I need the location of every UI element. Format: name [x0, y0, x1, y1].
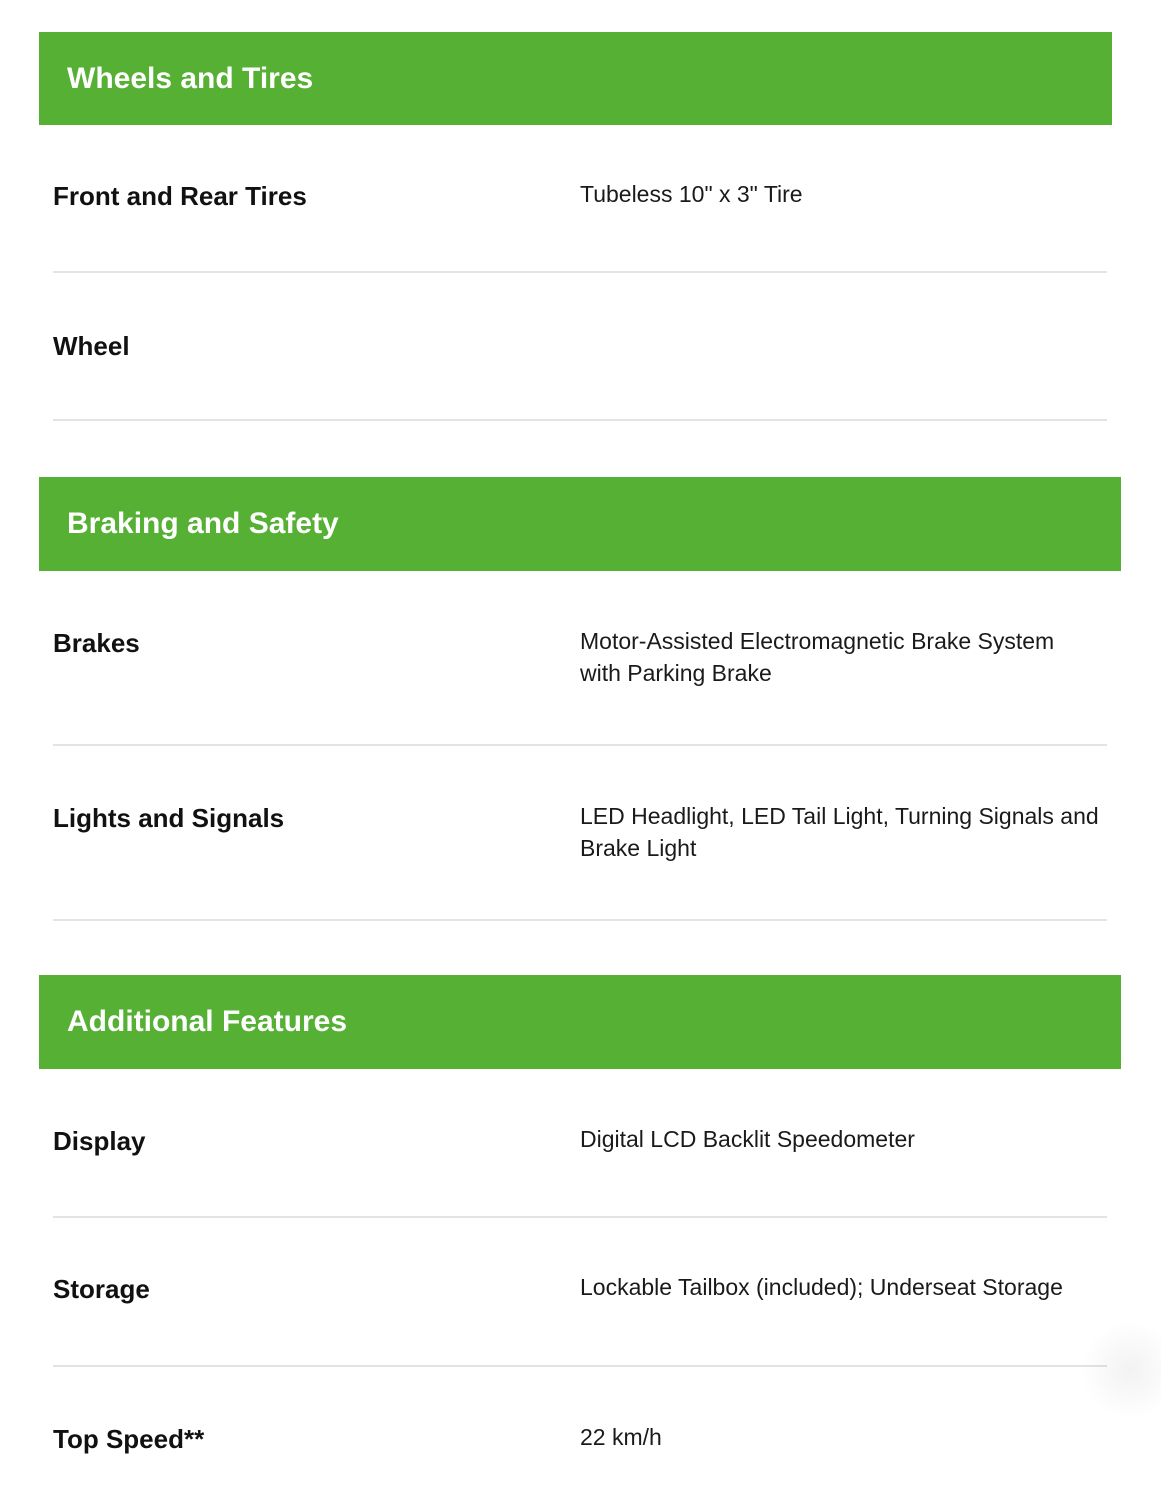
spec-label: Brakes	[53, 628, 140, 658]
section-header-wheels-and-tires	[39, 32, 1112, 125]
spec-row-wheel	[53, 273, 1107, 421]
spec-row-display	[53, 1069, 1107, 1218]
spec-label: Top Speed**	[53, 1424, 205, 1454]
spec-label: Display	[53, 1126, 146, 1156]
spec-value: Digital LCD Backlit Speedometer	[580, 1126, 915, 1152]
spec-row-front-and-rear-tires	[53, 125, 1107, 273]
spec-row-lights-and-signals	[53, 746, 1107, 921]
spec-row-brakes	[53, 571, 1107, 746]
spec-row-top-speed	[53, 1367, 1107, 1512]
spec-label: Lights and Signals	[53, 803, 285, 833]
section-title: Additional Features	[67, 1005, 348, 1038]
section-title: Braking and Safety	[67, 507, 339, 540]
spec-value: Tubeless 10" x 3" Tire	[580, 181, 803, 207]
section-title: Wheels and Tires	[67, 61, 314, 95]
spec-label: Front and Rear Tires	[53, 181, 307, 211]
spec-label: Wheel	[53, 331, 130, 361]
spec-label: Storage	[53, 1274, 150, 1304]
spec-value: Motor-Assisted Electromagnetic Brake System with Parking Brake	[580, 628, 1055, 686]
spec-value: Lockable Tailbox (included); Underseat Storage	[580, 1274, 1063, 1300]
spec-value: LED Headlight, LED Tail Light, Turning Signals and Brake Light	[580, 803, 1099, 861]
spec-row-storage	[53, 1218, 1107, 1367]
spec-value: 22 km/h	[580, 1424, 662, 1450]
section-header-braking-and-safety	[39, 477, 1121, 571]
section-header-additional-features	[39, 975, 1121, 1069]
